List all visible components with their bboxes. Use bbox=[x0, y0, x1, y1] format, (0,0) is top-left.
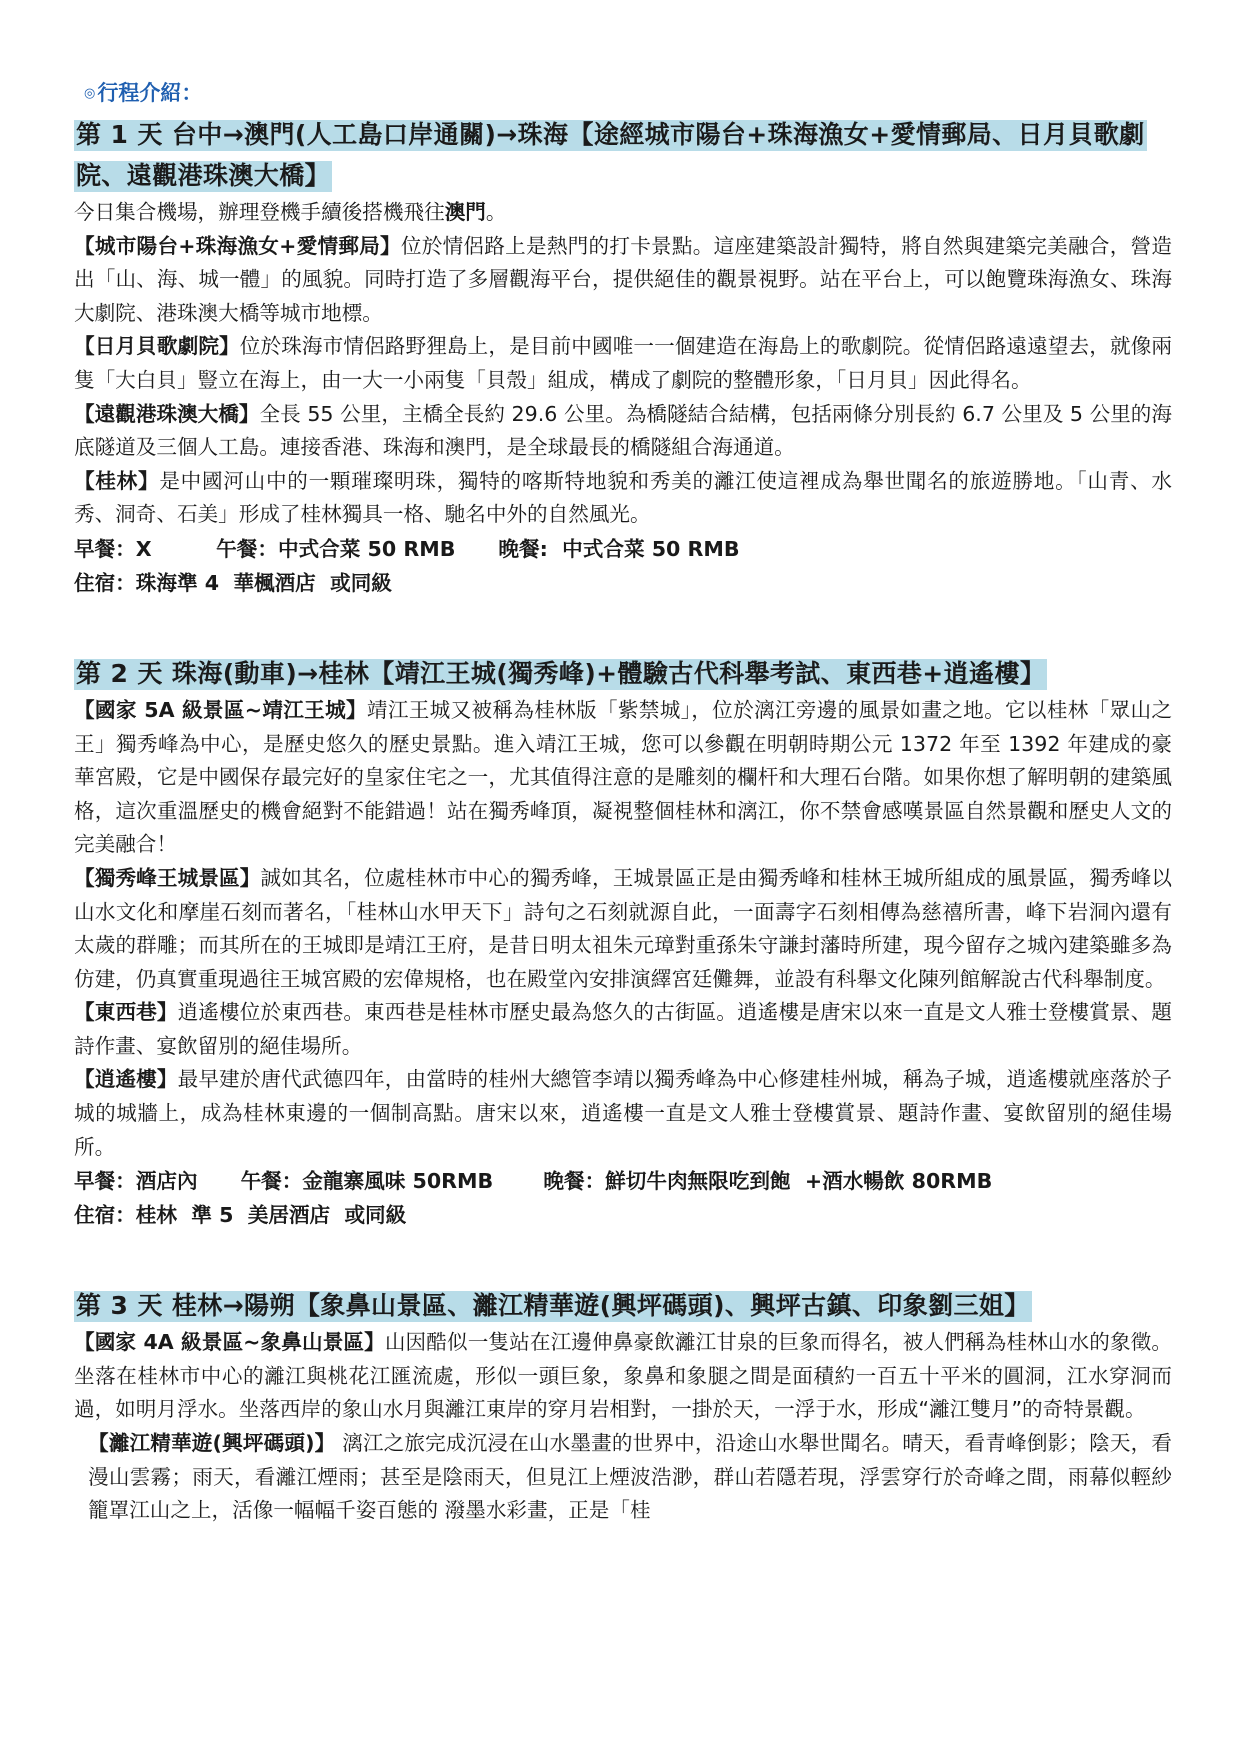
section-spacer bbox=[74, 600, 1172, 653]
day-2-paragraph: 【獨秀峰王城景區】誠如其名，位處桂林市中心的獨秀峰，王城景區正是由獨秀峰和桂林王城所組成的風景區，獨秀峰以山水文化和摩崖石刻而著名，「桂林山水甲天下」詩句之石刻就源自此，一面壽字石刻相傳為慈禧所書，峰下岩洞內還有太歲的群雕；而其所在的王城即是靖江王府，是昔日明太祖朱元璋對重孫朱守謙封藩時所建，現今留存之城內建築雖多為仿建，仍真實重現過往王城宮殿的宏偉規格，也在殿堂內安排演繹宮廷儺舞，並設有科舉文化陳列館解說古代科舉制度。 bbox=[74, 865, 1173, 991]
document-page bbox=[74, 78, 1172, 1528]
section-spacer bbox=[74, 1232, 1172, 1285]
day-2-heading: 第 2 天 珠海(動車)→桂林【靖江王城(獨秀峰)+體驗古代科舉考試、東西巷+逍遙樓】 bbox=[76, 658, 1046, 688]
day-3-paragraph: 【灕江精華遊(興坪碼頭)】 漓江之旅完成沉浸在山水墨畫的世界中，沿途山水舉世聞名。晴天，看青峰倒影；陰天，看漫山雲霧；雨天，看灕江煙雨；甚至是陰雨天，但見江上煙波浩渺，群山若隱若現，浮雲穿行於奇峰之間，雨幕似輕紗籠罩江山之上，活像一幅幅千姿百態的 潑墨水彩畫，正是「桂 bbox=[88, 1431, 1172, 1523]
day-1-hotel: 住宿：珠海準 4 華楓酒店 或同級 bbox=[74, 570, 392, 595]
day-2-paragraph: 【東西巷】逍遙樓位於東西巷。東西巷是桂林市歷史最為悠久的古街區。逍遙樓是唐宋以來一直是文人雅士登樓賞景、題詩作畫、宴飲留別的絕佳場所。 bbox=[74, 1000, 1173, 1058]
day-1-paragraph: 【日月貝歌劇院】位於珠海市情侶路野狸島上，是目前中國唯一一個建造在海島上的歌劇院。從情侶路遠遠望去，就像兩隻「大白貝」豎立在海上，由一大一小兩隻「貝殼」組成，構成了劇院的整體形象，「日月貝」因此得名。 bbox=[74, 334, 1173, 392]
day-3-heading: 第 3 天 桂林→陽朔【象鼻山景區、灕江精華遊(興坪碼頭)、興坪古鎮、印象劉三姐】 bbox=[76, 1291, 1030, 1321]
day-1-paragraph: 今日集合機場，辦理登機手續後搭機飛往澳門。 bbox=[74, 200, 507, 224]
day-2-paragraph: 【逍遙樓】最早建於唐代武德四年，由當時的桂州大總管李靖以獨秀峰為中心修建桂州城，稱為子城，逍遙樓就座落於子城的城牆上，成為桂林東邊的一個制高點。唐宋以來，逍遙樓一直是文人雅士登樓賞景、題詩作畫、宴飲留別的絕佳場所。 bbox=[74, 1067, 1173, 1159]
day-1-heading: 第 1 天 台中→澳門(人工島口岸通關)→珠海【途經城市陽台+珠海漁女+愛情郵局、日月貝歌劇院、遠觀港珠澳大橋】 bbox=[76, 120, 1145, 190]
day-2-hotel: 住宿：桂林 準 5 美居酒店 或同級 bbox=[74, 1203, 407, 1228]
day-2-paragraph: 【國家 5A 級景區~靖江王城】靖江王城又被稱為桂林版「紫禁城」，位於漓江旁邊的風景如畫之地。它以桂林「眾山之王」獨秀峰為中心，是歷史悠久的歷史景點。進入靖江王城，您可以參觀在明朝時期公元 1372 年至 1392 年建成的豪華宮殿，它是中國保存最完好的皇家住宅之一，尤其值得注意的是雕刻的欄杆和大理石台階。如果你想了解明朝的建築風格，這次重溫歷史的機會絕對不能錯過！站在獨秀峰頂，凝視整個桂林和漓江，你不禁會感嘆景區自然景觀和歷史人文的完美融合！ bbox=[74, 697, 1172, 857]
day-3-paragraph: 【國家 4A 級景區~象鼻山景區】山因酷似一隻站在江邊伸鼻豪飲灕江甘泉的巨象而得名，被人們稱為桂林山水的象徵。坐落在桂林市中心的灕江與桃花江匯流處，形似一頭巨象，象鼻和象腿之間是面積約一百五十平米的圓洞，江水穿洞而過，如明月浮水。坐落西岸的象山水月與灕江東岸的穿月岩相對，一掛於天，一浮于水，形成“灕江雙月”的奇特景觀。 bbox=[74, 1330, 1172, 1422]
day-1-paragraph: 【桂林】是中國河山中的一顆璀璨明珠，獨特的喀斯特地貌和秀美的灕江使這裡成為舉世聞名的旅遊勝地。「山青、水秀、洞奇、石美」形成了桂林獨具一格、馳名中外的自然風光。 bbox=[74, 468, 1172, 527]
itinerary-intro-title: ◎行程介紹： bbox=[84, 81, 203, 105]
day-1-paragraph: 【城市陽台+珠海漁女+愛情郵局】位於情侶路上是熱門的打卡景點。這座建築設計獨特，將自然與建築完美融合，營造出「山、海、城一體」的風貌。同時打造了多層觀海平台，提供絕佳的觀景視野。站在平台上，可以飽覽珠海漁女、珠海大劇院、港珠澳大橋等城市地標。 bbox=[74, 233, 1172, 325]
day-2-meals: 早餐：酒店內 午餐：金龍寨風味 50RMB 晚餐：鮮切牛肉無限吃到飽 +酒水暢飲 80RMB bbox=[74, 1169, 993, 1194]
circle-bullet-icon: ◎ bbox=[84, 86, 96, 101]
day-1-meals: 早餐：X 午餐：中式合菜 50 RMB 晚餐: 中式合菜 50 RMB bbox=[74, 536, 740, 561]
day-1-paragraph: 【遠觀港珠澳大橋】全長 55 公里，主橋全長約 29.6 公里。為橋隧結合結構，包括兩條分別長約 6.7 公里及 5 公里的海底隧道及三個人工島。連接香港、珠海和澳門，是全球最長的橋隧組合海通道。 bbox=[74, 401, 1173, 460]
